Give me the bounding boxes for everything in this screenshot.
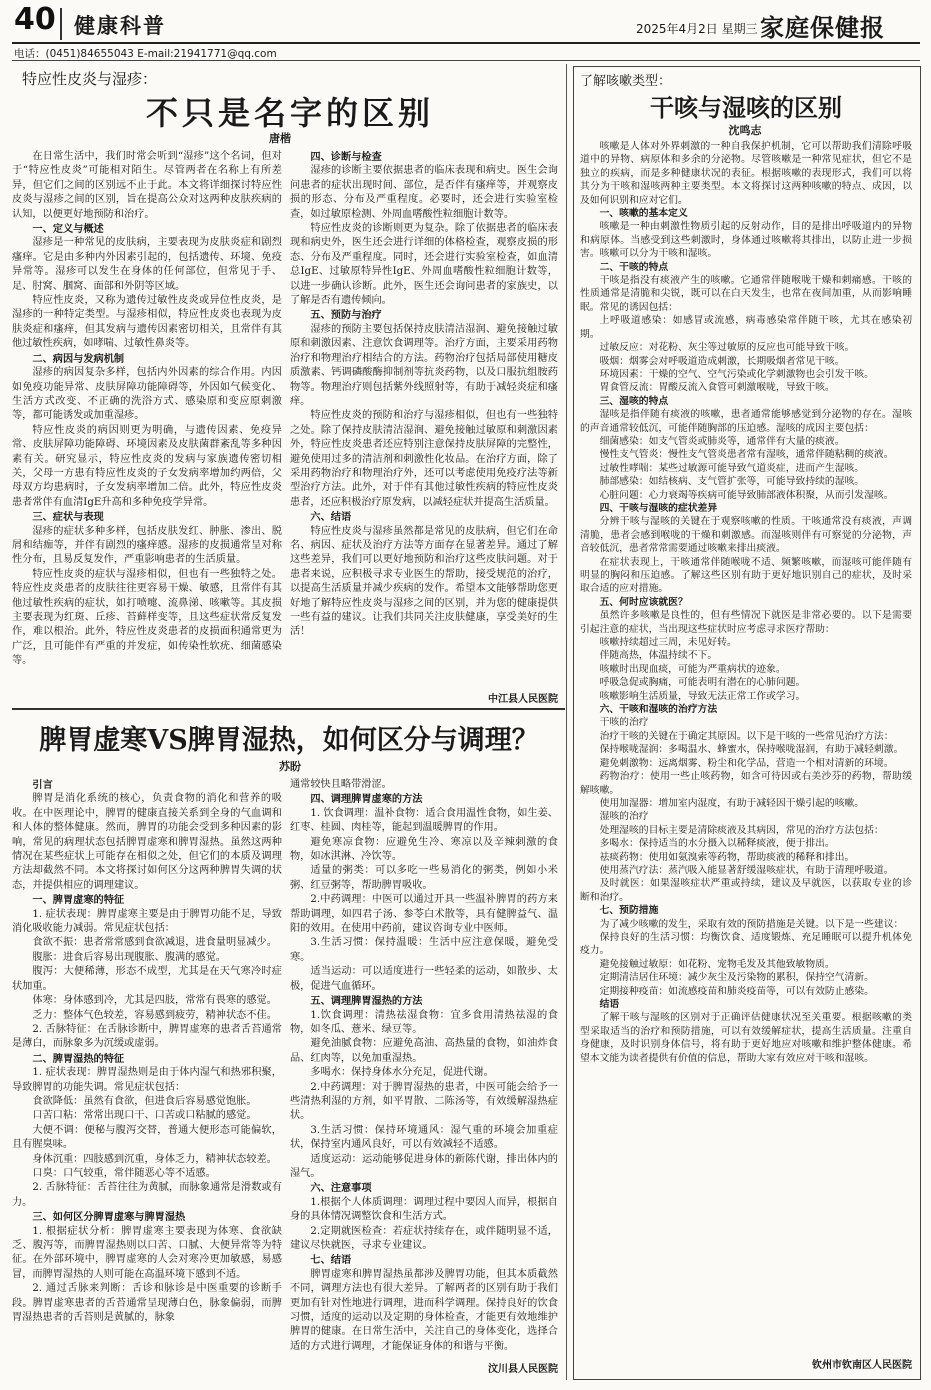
paragraph: 在症状表现上，干咳通常伴随喉咙不适、频繁咳嗽，而湿咳可能伴随有明显的胸闷和压迫感。了解这些区别有助于更好地识别自己的症状，及时采取合适的应对措施。 — [580, 556, 912, 595]
paragraph: 3.生活习惯：保持温暖：生活中应注意保暖，避免受寒。 — [290, 937, 558, 963]
article-divider — [12, 708, 565, 710]
section-heading: 五、何时应该就医？ — [599, 596, 688, 608]
section-heading: 七、预防措施 — [599, 905, 659, 917]
article1-author: 唐楷 — [269, 132, 291, 145]
paragraph: 干咳是指没有痰液产生的咳嗽。它通常伴随喉咙干燥和刺痛感。干咳的性质通常是清脆和尖锐，既可以在白天发生，也常在夜间加重，从而影响睡眠。常见的诱因包括： — [580, 275, 912, 313]
section-heading: 一、定义与概述 — [32, 223, 104, 236]
header-rule-thin — [12, 60, 920, 61]
header-rule — [12, 42, 920, 44]
section-heading: 五、预防与治疗 — [310, 309, 382, 322]
paragraph: 通常较快且略带滑涩。 — [290, 779, 392, 790]
section-heading: 二、病因与发病机制 — [32, 352, 125, 365]
section-heading: 四、干咳与湿咳的症状差异 — [599, 502, 718, 514]
paragraph: 湿疹的症状多种多样，包括皮肤发红、肿胀、渗出、脱屑和结痂等，并伴有剧烈的瘙痒感。湿疹的皮损通常呈对称性分布，且易反复发作，严重影响患者的生活质量。 — [12, 525, 282, 566]
section-heading: 四、调理脾胃虚寒的方法 — [310, 793, 423, 806]
article1-title: 不只是名字的区别 — [145, 94, 434, 132]
section-heading: 七、结语 — [310, 1254, 352, 1267]
section-title: 健康科普 — [74, 14, 166, 38]
paragraph: 细菌感染：如支气管炎或肺炎等，通常伴有大量的痰液。 — [599, 435, 845, 447]
paragraph: 处理湿咳的目标主要是清除痰液及其病因，常见的治疗方法包括： — [599, 824, 884, 836]
article2-title: 脾胃虚寒VS脾胃湿热，如何区分与调理？ — [39, 725, 539, 756]
paragraph: 多喝水：保持身体水分充足，促进代谢。 — [310, 1067, 494, 1079]
paragraph: 定期接种疫苗：如流感疫苗和肺炎疫苗等，可以有效防止感染。 — [599, 985, 874, 997]
section-heading: 结语 — [599, 999, 620, 1010]
section-heading: 二、脾胃湿热的特征 — [32, 1052, 125, 1065]
section-heading: 二、干咳的特点 — [599, 261, 669, 273]
paragraph: 分辨干咳与湿咳的关键在于观察咳嗽的性质。干咳通常没有痰液，声调清脆，患者会感到喉咙的干燥和刺激感。而湿咳则伴有可察觉的分泌物，声音较低沉，患者常常需要通过咳嗽来排出痰液。 — [580, 516, 912, 555]
section-heading: 六、干咳和湿咳的治疗方法 — [599, 704, 718, 716]
article1-source: 中江县人民医院 — [488, 694, 558, 705]
article2-source: 汶川县人民医院 — [488, 1364, 558, 1375]
paragraph: 避免寒凉食物：应避免生冷、寒凉以及辛辣刺激的食物，如冰淇淋、冷饮等。 — [290, 836, 558, 863]
paragraph: 上呼吸道感染：如感冒或流感，病毒感染常伴随干咳，尤其在感染初期。 — [580, 315, 912, 340]
paragraph: 食欲不振：患者常常感到食欲减退，进食量明显减少。 — [32, 937, 277, 949]
paragraph: 咳嗽持续超过三周，未见好转。 — [599, 637, 737, 649]
column-divider — [566, 64, 567, 1380]
article3-title: 干咳与湿咳的区别 — [650, 93, 842, 122]
section-heading: 一、脾胃虚寒的特征 — [32, 894, 125, 907]
paragraph: 口苦口粘：常常出现口干、口苦或口粘腻的感觉。 — [32, 1110, 257, 1122]
paragraph: 避免油腻食物：应避免高油、高热量的食物，如油炸食品、红肉等，以免加重湿热。 — [290, 1038, 558, 1064]
paragraph: 了解干咳与湿咳的区别对于正确评估健康状况至关重要。根据咳嗽的类型采取适当的治疗和预防措施，可以有效缓解症状，提高生活质量。注重自身健康，及时识别身体信号，将有助于更好地应对咳嗽和维护整体健康。希望本文能为读者提供有价值的信息，帮助大家有效应对干咳和湿咳。 — [580, 1012, 912, 1064]
paragraph: 胃食管反流：胃酸反流入食管可刺激喉咙，导致干咳。 — [599, 382, 835, 394]
paragraph: 虽然许多咳嗽是良性的，但有些情况下就医是非常必要的。以下是需要引起注意的症状，当出现这些症状时应考虑寻求医疗帮助： — [580, 610, 912, 635]
article3-author: 沈鸣志 — [728, 124, 762, 137]
paragraph: 1. 症状表现：脾胃湿热则是由于体内湿气和热邪积聚，导致脾胃的功能失调。常见症状包括： — [12, 1067, 282, 1093]
paragraph: 2.定期就医检查：若症状持续存在，或伴随明显不适，建议尽快就医，寻求专业建议。 — [290, 1225, 558, 1251]
article1-column-2 — [290, 150, 558, 705]
paragraph: 湿咳是指伴随有痰液的咳嗽，患者通常能够感觉到分泌物的存在。湿咳的声音通常较低沉，可能伴随胸部的压迫感。湿咳的成因主要包括： — [580, 409, 912, 434]
paragraph: 特应性皮炎的诊断则更为复杂。除了依据患者的临床表现和病史外，医生还会进行详细的体格检查，观察皮损的形态、分布及严重程度。同时，还会进行实验室检查，如血清总IgE、过敏原特异性IgE、外周血嗜酸性粒细胞计数等，以进一步确认诊断。此外，医生还会询问患者的家族史，以了解是否有遗传倾向。 — [290, 223, 558, 307]
paragraph: 特应性皮炎的预防和治疗与湿疹相似，但也有一些独特之处。除了保持皮肤清洁湿润、避免接触过敏原和刺激因素外，特应性皮炎患者还应特别注意保持皮肤屏障的完整性，避免使用过多的清洁剂和刺激性化妆品。在治疗方面，除了采用药物治疗和物理治疗外，还可以考虑使用免疫疗法等新型治疗方法。此外，对于伴有其他过敏性疾病的特应性皮炎患者，还应积极治疗原发病，以减轻症状并提高生活质量。 — [290, 410, 558, 508]
issue-date: 2025年4月2日 星期三 — [636, 22, 758, 36]
paragraph: 药物治疗：使用一些止咳药物，如含可待因或右美沙芬的药物，帮助缓解咳嗽。 — [580, 771, 912, 796]
paragraph: 1. 症状表现：脾胃虚寒主要是由于脾胃功能不足，导致消化吸收能力减弱。常见症状包括： — [12, 908, 282, 935]
paragraph: 在日常生活中，我们时常会听到“湿疹”这个名词，但对于“特应性皮炎”可能相对陌生。尽管两者在名称上有所差异，但它们之间的区别远不止于此。本文将详细探讨特应性皮炎与湿疹之间的区别，旨在提高公众对这两种皮肤疾病的认知，以便更好地预防和治疗。 — [12, 151, 282, 220]
paragraph: 湿疹的病因复杂多样，包括内外因素的综合作用。内因如免疫功能异常、皮肤屏障功能障碍等，外因如气候变化、生活方式改变、不正确的洗浴方式、感染原和变应原刺激等，都可能诱发或加重湿疹。 — [12, 367, 282, 422]
paragraph: 使用蒸汽疗法：蒸汽吸入能显著舒缓湿咳症状，有助于清理呼吸道。 — [599, 864, 894, 876]
article2-column-2 — [290, 778, 558, 1360]
paragraph: 湿咳的治疗 — [599, 811, 649, 823]
paragraph: 体寒：身体感到冷，尤其是四肢，常常有畏寒的感觉。 — [32, 995, 277, 1007]
section-heading: 五、调理脾胃湿热的方法 — [310, 995, 423, 1008]
paragraph: 干咳的治疗 — [599, 717, 649, 729]
article1-column-1 — [12, 150, 282, 705]
paragraph: 特应性皮炎的症状与湿疹相似，但也有一些独特之处。特应性皮炎患者的皮肤往往更容易干燥、敏感，且常伴有其他过敏性疾病的症状，如打喷嚏、流鼻涕、咳嗽等。其皮损主要表现为红斑、丘疹、苔藓样变等，且这些症状常反复发作，难以根治。此外，特应性皮炎患者的皮损面积通常更为广泛，且可能伴有严重的并发症，如传染性软疣、细菌感染等。 — [12, 568, 282, 667]
paragraph: 1.饮食调理：清热祛湿食物：宜多食用清热祛湿的食物，如冬瓜、薏米、绿豆等。 — [290, 1009, 558, 1035]
paragraph: 腹胀：进食后容易出现腹胀、腹满的感觉。 — [32, 951, 226, 963]
paragraph: 口臭：口气较重，常伴随恶心等不适感。 — [32, 1167, 216, 1179]
paragraph: 咳嗽时出现血痰，可能为严重病状的迹象。 — [599, 663, 786, 675]
article3-kicker: 了解咳嗽类型： — [580, 74, 672, 89]
paragraph: 脾胃虚寒和脾胃湿热虽都涉及脾胃功能，但其本质截然不同，调理方法也有很大差异。了解两者的区别有助于我们更加有针对性地进行调理，进而科学调理。保持良好的饮食习惯，适度的运动以及定期的身体检查，才能更有效地维护脾胃的健康。在日常生活中，关注自己的身体变化，选择合适的方式进行调理，才能保证身体的和谐与平衡。 — [290, 1268, 558, 1352]
paragraph: 湿疹的预防主要包括保持皮肤清洁湿润、避免接触过敏原和刺激因素、注意饮食调理等。治疗方面，主要采用药物治疗和物理治疗相结合的方法。药物治疗包括局部使用糖皮质激素、钙调磷酸酶抑制剂等抗炎药物，以及口服抗组胺药物等。物理治疗则包括紫外线照射等，有助于减轻炎症和瘙痒。 — [290, 323, 558, 407]
paragraph: 定期清洁居住环境：减少灰尘及污染物的累积，保持空气清新。 — [599, 972, 874, 984]
contact-line: 电话：(0451)84655043 E-mail:21941771@qq.com — [14, 48, 277, 60]
paragraph: 湿疹是一种常见的皮肤病，主要表现为皮肤炎症和剧烈瘙痒。它是由多种内外因素引起的，包括遗传、环境、免疫异常等。湿疹可以发生在身体的任何部位，但常见于手、足、肘窝、腘窝、面部和外阴等区域。 — [12, 237, 282, 292]
paragraph: 肺部感染：如结核病、支气管扩张等，可能导致持续的湿咳。 — [599, 476, 865, 488]
paragraph: 慢性支气管炎：慢性支气管炎患者常有湿咳，通常伴随粘稠的痰液。 — [599, 449, 894, 461]
paragraph: 过敏反应：对花粉、灰尘等过敏原的反应也可能导致干咳。 — [599, 342, 855, 354]
header-divider — [60, 8, 62, 40]
article3-source: 钦州市钦南区人民医院 — [812, 1360, 912, 1371]
paragraph: 环境因素：干燥的空气、空气污染或化学刺激物也会引发干咳。 — [599, 368, 874, 380]
paragraph: 适当运动：可以适度进行一些轻柔的运动，如散步、太极，促进气血循环。 — [290, 966, 558, 992]
page-header — [0, 0, 931, 62]
paragraph: 咳嗽是人体对外界刺激的一种自我保护机制，它可以帮助我们清除呼吸道中的异物、病原体和多余的分泌物。尽管咳嗽是一种常见症状，但它不是独立的疾病，而是多种健康状况的表征。根据咳嗽的表现形式，我们可以将其分为干咳和湿咳两种主要类型。本文将探讨这两种咳嗽的特点、成因，以及如何识别和应对它们。 — [580, 141, 912, 206]
paragraph: 2. 通过舌脉来判断：舌诊和脉诊是中医重要的诊断手段。脾胃虚寒患者的舌苔通常呈现薄白色，脉象偏弱，而脾胃湿热患者的舌苔则是黄腻的，脉象 — [12, 1283, 282, 1324]
paragraph: 1. 饮食调理：温补食物：适合食用温性食物，如生姜、红枣、桂圆、肉桂等，能起到温暖脾胃的作用。 — [290, 807, 558, 834]
paragraph: 1.根据个人体质调理：调理过程中要因人而异，根据自身的具体情况调整饮食和生活方式。 — [290, 1196, 558, 1223]
paragraph: 保持良好的生活习惯：均衡饮食、适度锻炼、充足睡眠可以提升机体免疫力。 — [580, 931, 912, 957]
article3-body — [580, 140, 912, 1352]
paragraph: 乏力：整体气色较差，容易感到疲劳，精神状态不佳。 — [32, 1009, 277, 1021]
paragraph: 2. 舌脉特征：在舌脉诊断中，脾胃虚寒的患者舌苔通常是薄白，而脉象多为沉缓或虚弱。 — [12, 1023, 282, 1050]
paragraph: 避免接触过敏原：如花粉、宠物毛发及其他致敏物质。 — [599, 958, 835, 970]
paragraph: 适度运动：运动能够促进身体的新陈代谢，排出体内的湿气。 — [290, 1153, 558, 1179]
paragraph: 祛痰药物：使用如氨溴索等药物，帮助痰液的稀释和排出。 — [599, 851, 855, 863]
section-heading: 一、咳嗽的基本定义 — [599, 208, 688, 220]
paragraph: 适量的粥类：可以多吃一些易消化的粥类，例如小米粥、红豆粥等，帮助脾胃吸收。 — [290, 865, 558, 891]
section-heading: 三、湿咳的特点 — [599, 395, 669, 407]
article2-author: 苏盼 — [279, 760, 301, 773]
paragraph: 心脏问题：心力衰竭等疾病可能导致肺部液体积聚，从而引发湿咳。 — [599, 489, 894, 501]
paragraph: 食欲降低：虽然有食欲，但进食后容易感觉饱胀。 — [32, 1095, 257, 1107]
paragraph: 3.生活习惯：保持环境通风：湿气重的环境会加重症状，保持室内通风良好，可以有效减轻不适感。 — [290, 1124, 558, 1151]
page-number: 40 — [14, 2, 56, 37]
paragraph: 避免刺激物：远离烟雾、粉尘和化学品，营造一个相对清新的环境。 — [599, 757, 894, 769]
section-heading: 六、结语 — [310, 511, 352, 524]
paragraph: 咳嗽影响生活质量，导致无法正常工作或学习。 — [599, 690, 806, 702]
section-heading: 引言 — [32, 779, 53, 791]
paragraph: 2. 舌脉特征：舌苔往往为黄腻，而脉象通常是滑数或有力。 — [12, 1182, 282, 1208]
paragraph: 咳嗽是一种由刺激性物质引起的反射动作，目的是排出呼吸道内的异物和病原体。当感受到这些刺激时，身体通过咳嗽将其排出，以防止进一步损害。咳嗽可以分为干咳和湿咳。 — [580, 221, 912, 260]
paragraph: 特应性皮炎，又称为遗传过敏性皮炎或异位性皮炎，是湿疹的一种特定类型。与湿疹相似，特应性皮炎也表现为皮肤炎症和瘙痒，但其发病与遗传因素密切相关，且常伴有其他过敏性疾病，如哮喘、过敏性鼻炎等。 — [12, 295, 282, 350]
paragraph: 治疗干咳的关键在于确定其原因。以下是干咳的一些常见治疗方法： — [599, 730, 894, 742]
paragraph: 1. 根据症状分析：脾胃虚寒主要表现为体寒、食欲缺乏、腹泻等，而脾胃湿热则以口苦、口腻、大便异常等为特征。在外部环境中，脾胃虚寒的人会对寒冷更加敏感，易感冒，而脾胃湿热的人则可能在高温环境下感到不适。 — [12, 1225, 282, 1280]
paragraph: 大便不调：便秘与腹泻交替，普通大便形态可能偏软，且有腥臭味。 — [12, 1124, 282, 1151]
paragraph: 腹泻：大便稀薄，形态不成型，尤其是在天气寒冷时症状加重。 — [12, 966, 282, 992]
section-heading: 三、症状与表现 — [32, 511, 104, 524]
section-heading: 四、诊断与检查 — [310, 151, 382, 163]
paragraph: 过敏性哮喘：某些过敏源可能导致气道炎症，进而产生湿咳。 — [599, 462, 865, 474]
article1-kicker: 特应性皮炎与湿疹： — [22, 70, 158, 88]
paragraph: 脾胃是消化系统的核心，负责食物的消化和营养的吸收。在中医理论中，脾胃的健康直接关系到全身的气血调和和人体的整体健康。然而，脾胃的功能会受到多种因素的影响，常见的病理状态包括脾胃虚寒和脾胃湿热。虽然这两种情况在某些症状上可能存在相似之处，但它们的本质及调理方法却截然不同。本文将探讨如何区分这两种脾胃失调的状态，并提供相应的调理建议。 — [12, 793, 282, 891]
paragraph: 2.中药调理：中医可以通过开具一些温补脾胃的药方来帮助调理，如四君子汤、参苓白术散等，具有健脾益气、温阳的效用。在使用中药前，建议咨询专业中医师。 — [290, 894, 558, 935]
paragraph: 为了减少咳嗽的发生，采取有效的预防措施是关键。以下是一些建议： — [599, 918, 904, 930]
paragraph: 2.中药调理：对于脾胃湿热的患者，中医可能会给予一些清热利湿的方剂，如平胃散、二陈汤等，有效缓解湿热症状。 — [290, 1081, 558, 1122]
paragraph: 呼吸急促或胸痛，可能表明有潜在的心肺问题。 — [599, 677, 806, 689]
section-heading: 六、注意事项 — [310, 1182, 372, 1195]
paragraph: 多喝水：保持适当的水分摄入以稀释痰液，便于排出。 — [599, 838, 835, 850]
article2-column-1 — [12, 778, 282, 1374]
newspaper-name: 家庭保健报 — [760, 13, 885, 42]
paragraph: 伴随高热，体温持续不下。 — [599, 650, 718, 662]
paragraph: 特应性皮炎的病因则更为明确，与遗传因素、免疫异常、皮肤屏障功能障碍、环境因素及皮肤菌群紊乱等多种因素有关。研究显示，特应性皮炎的发病与家族遗传密切相关，父母一方患有特应性皮炎的子女发病率增加约两倍，父母双方均患病时，子女发病率增加二倍。此外，特应性皮炎患者常伴有血清IgE升高和多种免疫学异常。 — [12, 424, 282, 508]
paragraph: 特应性皮炎与湿疹虽然都是常见的皮肤病，但它们在命名、病因、症状及治疗方法等方面存在显著差异。通过了解这些差异，我们可以更好地预防和治疗这些皮肤问题。对于患者来说，应积极寻求专业医生的帮助，接受规范的治疗，以提高生活质量并减少疾病的发作。希望本文能够帮助您更好地了解特应性皮炎与湿疹之间的区别，并为您的健康提供一些有益的建议。让我们共同关注皮肤健康，享受美好的生活！ — [290, 525, 558, 638]
paragraph: 保持喉咙湿润：多喝温水、蜂蜜水，保持喉咙湿润，有助于减轻刺激。 — [599, 744, 904, 756]
paragraph: 吸烟：烟雾会对呼吸道造成刺激，长期吸烟者常见干咳。 — [599, 355, 845, 367]
paragraph: 湿疹的诊断主要依据患者的临床表现和病史。医生会询问患者的症状出现时间、部位，是否伴有瘙痒等，并观察皮损的形态、分布及严重程度。必要时，还会进行实验室检查，如过敏原检测、外周血嗜酸性粒细胞计数等。 — [290, 165, 558, 220]
paragraph: 使用加湿器：增加室内湿度，有助于减轻因干燥引起的咳嗽。 — [599, 797, 865, 809]
paragraph: 及时就医：如果湿咳症状严重或持续，建议及早就医，以获取专业的诊断和治疗。 — [580, 878, 912, 903]
section-heading: 三、如何区分脾胃虚寒与脾胃湿热 — [32, 1211, 186, 1224]
paragraph: 身体沉重：四肢感到沉重，身体乏力，精神状态较差。 — [32, 1153, 277, 1165]
